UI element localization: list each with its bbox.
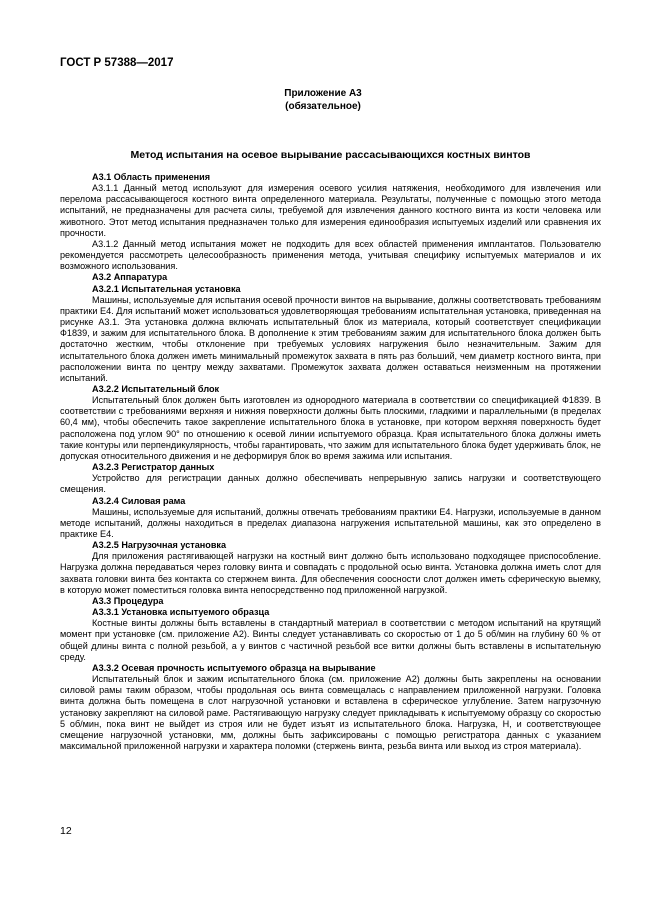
- paragraph: Машины, используемые для испытаний, должны отвечать требованиям практики Е4. Нагрузки, используемые в данном методе испытаний, должны находиться в пределах диапазона нагружения испытательной машины, как это определено в практике Е4.: [60, 506, 601, 539]
- section-heading: А3.3.2 Осевая прочность испытуемого образца на вырывание: [92, 662, 376, 673]
- document-code: ГОСТ Р 57388—2017: [60, 57, 174, 69]
- annex-status: (обязательное): [285, 100, 361, 112]
- section-heading: А3.2 Аппаратура: [92, 272, 168, 283]
- paragraph: Испытательный блок должен быть изготовлен из однородного материала в соответствии со спецификацией Ф1839. В соответствии с требованиями верхняя и нижняя поверхности должны быть плоскими, гладкими и параллельными (в пределах 60,4 мм), чтобы обеспечить такое закрепление испытательного блока в установке, при котором верхняя поверхность будет расположена под углом 90° по отношению к осевой линии испытуемого образца. Края испытательного блока должны иметь такие контуры или перпендикулярность, чтобы гарантировать, что зажим для испытательного блока будет удерживать блок, не допуская относительного движения и не деформируя блок во время зажима или испытания.: [60, 395, 601, 461]
- annex-heading: [0, 88, 646, 113]
- section-heading: А3.2.5 Нагрузочная установка: [92, 540, 227, 551]
- section-heading: А3.2.3 Регистратор данных: [92, 462, 215, 473]
- paragraph: А3.1.2 Данный метод испытания может не подходить для всех областей применения имплантатов. Пользователю рекомендуется рассмотреть целесообразность применения метода, учитывая специфику испытуемых материалов и их возможного использования.: [60, 238, 601, 272]
- section-heading: А3.3.1 Установка испытуемого образца: [92, 607, 270, 618]
- paragraph: Устройство для регистрации данных должно обеспечивать непрерывную запись нагрузки и соответствующего смещения.: [60, 473, 601, 495]
- paragraph: Испытательный блок и зажим испытательного блока (см. приложение А2) должны быть закреплены на основании силовой рамы таким образом, чтобы продольная ось винта совмещалась с направлением приложенной нагрузки. Головка винта должна быть помещена в слот нагрузочной установки и вставлена в сферическое углубление. Затем нагрузочную установку закрепляют на силовой раме. Растягивающую нагрузку следует прикладывать к испытуемому образцу со скоростью 5 об/мин, пока винт не выйдет из строя или не будет изъят из испытательного блока. Нагрузка, Н, и соответствующее смещение нагрузочной установки, мм, должны быть зафиксированы с помощью регистратора данных с указанием максимальной приложенной нагрузки и характера поломки (стержень винта, резьба винта или выход из строя материала).: [60, 674, 601, 751]
- paragraph: Костные винты должны быть вставлены в стандартный материал в соответствии с методом испытаний на крутящий момент при установке (см. приложение А2). Винты следует устанавливать со скоростью от 1 до 5 об/мин на глубину 60 % от общей длины винта с полной резьбой, а у винтов с частичной резьбой все витки должны быть вставлены в испытательную среду.: [60, 618, 601, 662]
- document-body: [60, 172, 601, 752]
- main-title: Метод испытания на осевое вырывание рассасывающихся костных винтов: [130, 149, 531, 161]
- paragraph: Машины, используемые для испытания осевой прочности винтов на вырывание, должны соответствовать требованиям практики Е4. Для испытаний может использоваться удовлетворяющая требованиям испытательная установка, приведенная на рисунке А3.1. Эта установка должна включать испытательный блок из материала, который соответствует спецификации Ф1839, и зажим для испытательного блока. В дополнение к этим требованиям зажим для испытательного блока должен быть достаточно жестким, чтобы отклонение при требуемых условиях нагружения было незначительным. Зажим для испытательного блока должен иметь минимальный промежуток захвата в пять раз больший, чем диаметр костного винта, при расположении винта по центру между захватами. Промежуток захвата должен оставаться неизменным на протяжении испытаний.: [60, 294, 601, 383]
- section-heading: А3.3 Процедура: [92, 595, 164, 606]
- section-heading: А3.2.2 Испытательный блок: [92, 383, 220, 394]
- paragraph: Для приложения растягивающей нагрузки на костный винт должно быть использовано подходящее приспособление. Нагрузка должна передаваться через головку винта и совпадать с продольной осью винта. Установка должна иметь слот для захвата головки винта без контакта со стержнем винта. Для обеспечения соосности слот должен иметь сферическую выемку, в которую может поместиться головка винта непосредственно под приложенной нагрузкой.: [60, 551, 601, 595]
- section-heading: А3.2.1 Испытательная установка: [92, 283, 241, 294]
- annex-title: Приложение А3: [284, 88, 362, 99]
- section-heading: А3.2.4 Силовая рама: [92, 495, 186, 506]
- page-number: 12: [60, 825, 72, 837]
- paragraph: А3.1.1 Данный метод используют для измерения осевого усилия натяжения, необходимого для извлечения или перелома рассасывающегося костного винта определенного материала. Результаты, полученные с помощью этого метода испытаний, не предназначены для расчета силы, требуемой для извлечения данного костного винта из кости человека или животного. Этот метод испытания предназначен только для измерения единообразия испытуемых изделий или сравнения их прочности.: [60, 183, 601, 238]
- section-heading: А3.1 Область применения: [92, 172, 211, 182]
